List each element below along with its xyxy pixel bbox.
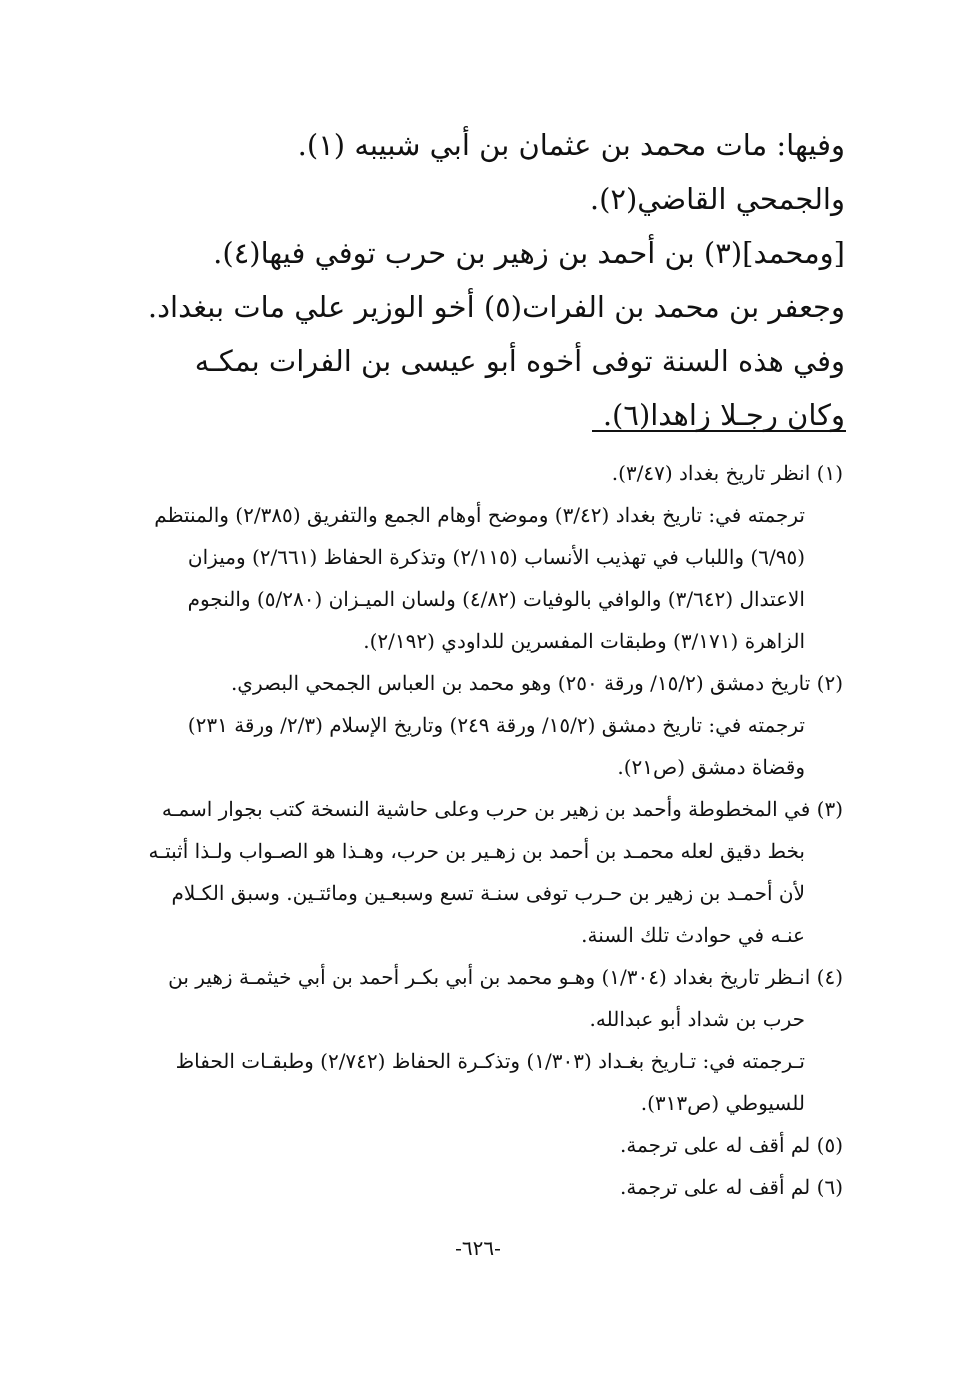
- main-line: [ومحمد](٣) بن أحمد بن زهير بن حرب توفي فيها(٤).: [213, 236, 845, 270]
- page-number: -٦٢٦-: [455, 1236, 501, 1260]
- main-line: وفي هذه السنة توفى أخوه أبو عيسى بن الفرات بمكـه وكان رجـلا زاهدا(٦).: [194, 344, 845, 432]
- footnote: (٢) تاريخ دمشق (١٥/٢/ ورقة ٢٥٠) وهو محمد بن العباس الجمحي البصري.: [230, 671, 843, 695]
- main-line: وجعفر بن محمد بن الفرات(٥) أخو الوزير علي مات ببغداد.: [147, 290, 845, 324]
- footnote: (٦) لم أقف له على ترجمة.: [619, 1175, 843, 1199]
- footnote-continuation: ترجمته في: تاريخ بغداد (٣/٤٢) وموضح أوهام الجمع والتفريق (٢/٣٨٥) والمنتظم (٦/٩٥) واللباب في تهذيب الأنساب (٢/١١٥) وتذكرة الحفاظ (٢/٦٦١) وميزان الاعتدال (٣/٦٤٢) والوافي بالوفيات (٤/٨٢) ولسان الميـزان (٥/٢٨٠) والنجوم الزاهرة (٣/١٧١) وطبقات المفسرين للداودي (٢/١٩٢).: [154, 503, 805, 653]
- main-line: وفيها: مات محمد بن عثمان بن أبي شبيبه (١).: [297, 128, 845, 162]
- footnote-continuation: ترجمته في: تاريخ دمشق (١٥/٢/ ورقة ٢٤٩) وتاريخ الإسلام (٢/٣/ ورقة ٢٣١) وقضاة دمشق (ص٢١).: [187, 713, 805, 779]
- main-line: والجمحي القاضي(٢).: [589, 182, 845, 216]
- footnote: (٤) انـظر تاريخ بغداد (١/٣٠٤) وهـو محمد بن أبي بكـر أحمد بن أبي خيثمـة زهير بن حرب بن شداد أبو عبدالله.: [168, 965, 843, 1031]
- footnotes: [138, 452, 843, 1208]
- footnote-separator: [592, 430, 846, 432]
- main-text: [130, 118, 845, 442]
- footnote: (٣) في المخطوطة وأحمد بن زهير بن حرب وعلى حاشية النسخة كتب بجوار اسمـه بخط دقيق لعله محمـد بن أحمد بن زهـير بن حرب، وهـذا هو الصـواب ولـذا أثبتـه لأن أحمـد بن زهير بن حـرب توفى سنـة تسع وسبعـين ومائتـين. وسبق الكـلام عنـه في حوادث تلك السنة.: [148, 797, 843, 947]
- footnote-continuation: تـرجمته في: تـاريخ بغـداد (١/٣٠٣) وتذكـرة الحفاظ (٢/٧٤٢) وطبقـات الحفاظ للسيوطي (ص٣١٣).: [175, 1049, 805, 1115]
- footnote: (١) انظر تاريخ بغداد (٣/٤٧).: [611, 461, 843, 485]
- footnote: (٥) لم أقف له على ترجمة.: [619, 1133, 843, 1157]
